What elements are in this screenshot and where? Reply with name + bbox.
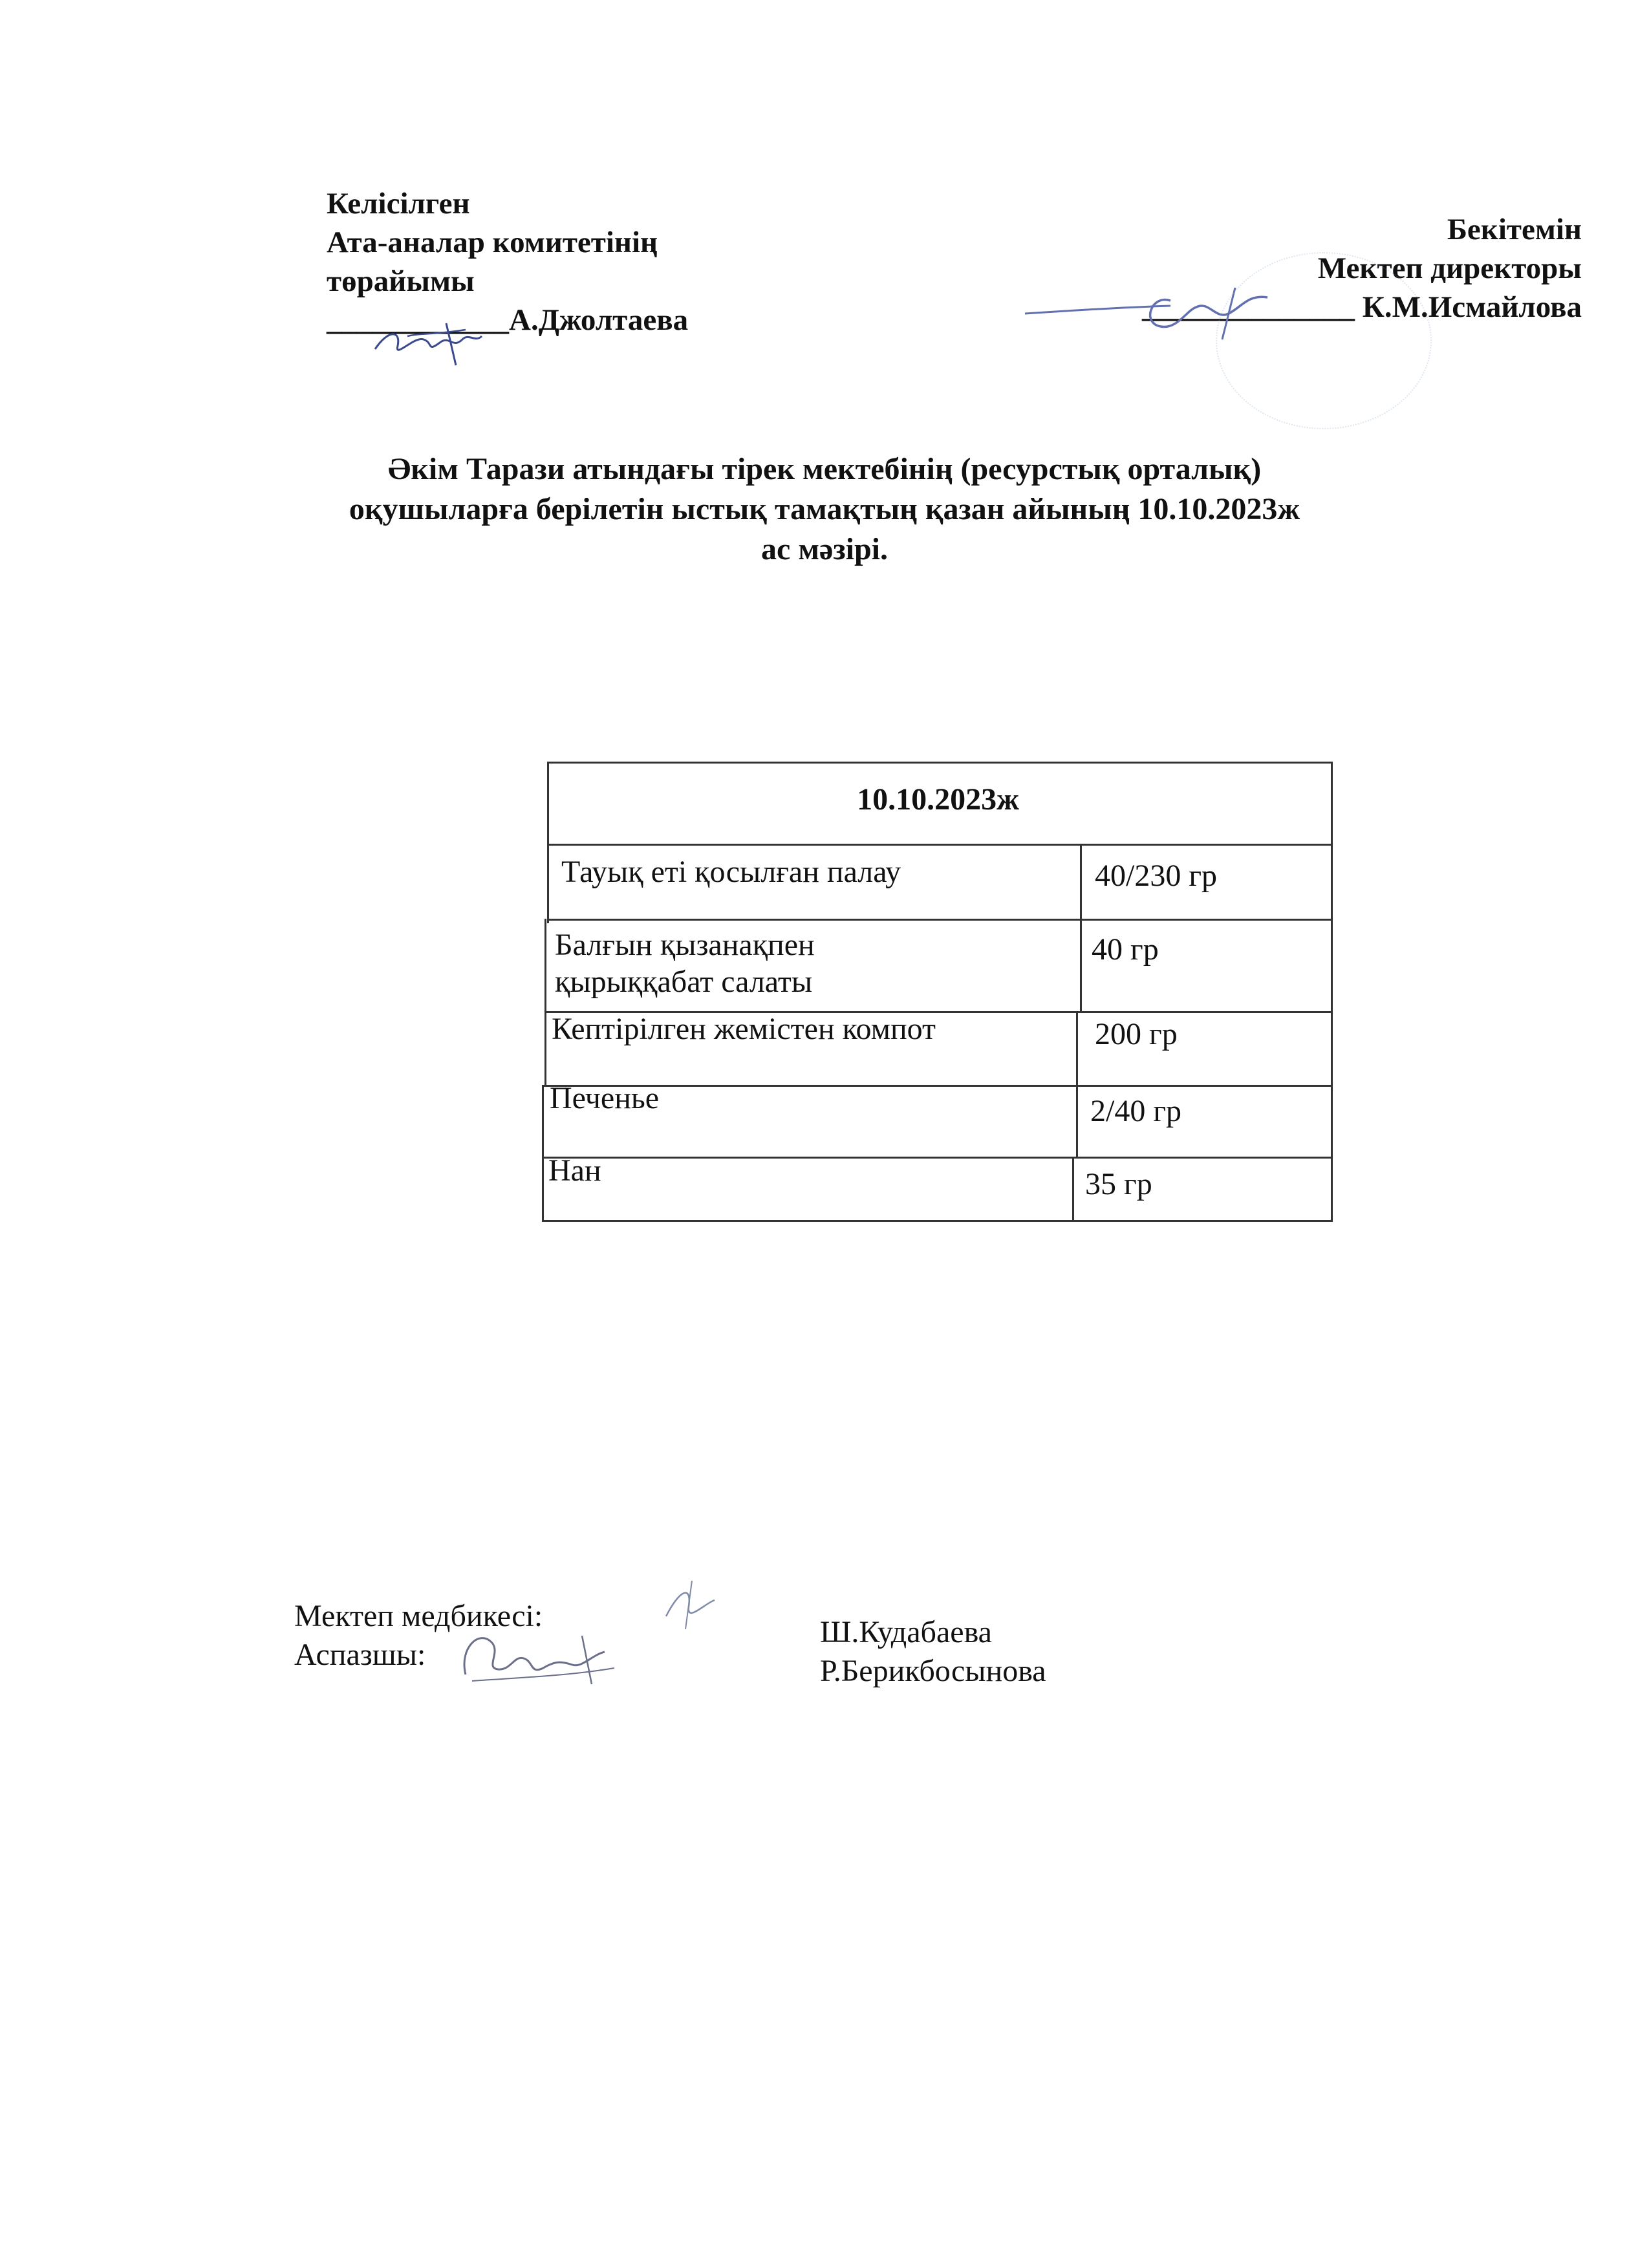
stamp-mark xyxy=(1216,252,1432,429)
director-name: К.М.Исмайлова xyxy=(1362,290,1582,324)
signature-line: ____________ xyxy=(327,303,509,337)
chair-label: төрайымы xyxy=(327,264,475,298)
row-3-dish: Кептірілген жемістен компот xyxy=(552,1012,936,1046)
chair-name: А.Джолтаева xyxy=(509,303,689,337)
cook-label: Аспазшы: xyxy=(294,1638,426,1672)
row-5-portion: 35 гр xyxy=(1085,1167,1152,1201)
title-line-2: оқушыларға берілетін ыстық тамақтың қазан айының 10.10.2023ж xyxy=(349,492,1300,526)
footer-names xyxy=(820,1613,1046,1691)
row-4-dish: Печенье xyxy=(550,1081,660,1115)
menu-table xyxy=(542,762,1334,1222)
table-header-date: 10.10.2023ж xyxy=(857,782,1019,817)
signature-line: ______________ xyxy=(1142,290,1355,324)
nurse-label: Мектеп медбикесі: xyxy=(294,1599,543,1633)
document-title xyxy=(0,449,1649,570)
agreed-label: Келісілген xyxy=(327,187,470,220)
row-1-dish: Тауық еті қосылған палау xyxy=(561,855,901,889)
row-3-portion: 200 гр xyxy=(1095,1017,1178,1051)
row-5-dish: Нан xyxy=(548,1153,601,1188)
title-line-1: Әкім Тарази атындағы тірек мектебінің (ресурстық орталық) xyxy=(387,452,1262,486)
title-line-3: ас мәзірі. xyxy=(761,532,888,566)
row-1-portion: 40/230 гр xyxy=(1095,859,1218,893)
cook-signature xyxy=(453,1623,634,1694)
chair-signature xyxy=(369,304,498,375)
row-2-dish-line-1: Балғын қызанақпен xyxy=(555,928,815,962)
row-4-portion: 2/40 гр xyxy=(1090,1094,1182,1128)
row-2-dish-line-2: қырыққабат салаты xyxy=(555,965,813,999)
committee-label: Ата-аналар комитетінің xyxy=(327,226,658,259)
nurse-name: Ш.Кудабаева xyxy=(820,1615,992,1649)
cook-name: Р.Берикбосынова xyxy=(820,1654,1046,1688)
approve-label: Бекітемін xyxy=(1447,213,1582,246)
director-label: Мектеп директоры xyxy=(1317,251,1582,285)
nurse-signature xyxy=(653,1578,731,1636)
row-2-portion: 40 гр xyxy=(1092,932,1159,967)
